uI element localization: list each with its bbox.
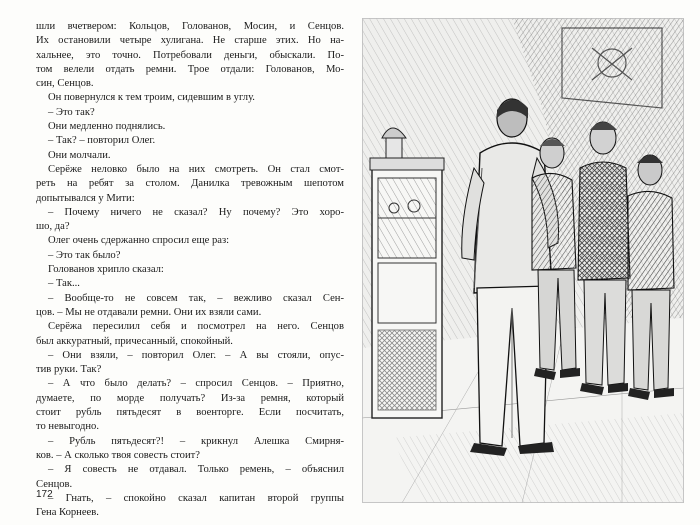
text-line: Они медленно поднялись.: [48, 121, 166, 133]
text-line: Серёже неловко было на них смотреть. Он стал смот-: [48, 163, 344, 175]
text-line: – Рубль пятьдесят?! – крикнул Алешка Смирня-: [48, 435, 344, 447]
text-line: то невыгодно.: [36, 421, 100, 433]
text-line: был аккуратный, причесанный, спокойный.: [36, 335, 233, 347]
text-line: – Я совесть не отдавал. Только ремень, – объяснил: [48, 464, 344, 476]
text-line: – Они взяли, – повторил Олег. – А вы стояли, опус-: [48, 349, 344, 361]
cabinet: [370, 128, 444, 418]
text-line: син, Сенцов.: [36, 78, 94, 90]
text-line: – А что было делать? – спросил Сенцов. – Приятно,: [48, 378, 344, 390]
text-line: допытывался у Мити:: [36, 192, 135, 204]
text-line: том велели отдать ремни. Трое отдали: Голованов, Мо-: [36, 63, 344, 75]
text-line: Гена Корнеев.: [36, 507, 99, 519]
text-line: тив руки. Так?: [36, 364, 102, 376]
text-line: ков. – А сколько твоя совесть стоит?: [36, 449, 200, 461]
text-line: шли вчетвером: Кольцов, Голованов, Мосин, и Сенцов.: [36, 21, 344, 32]
text-line: думаете, по морде получать? Из-за ремня, который: [36, 392, 344, 404]
text-line: стоит рубль пятьдесят в военторге. Если посчитать,: [36, 407, 344, 419]
text-line: Они молчали.: [48, 149, 111, 161]
text-line: Их остановили четыре хулигана. Не старше этих. Но на-: [36, 35, 344, 47]
text-line: – Так? – повторил Олег.: [48, 135, 156, 147]
text-line: Голованов хрипло сказал:: [48, 264, 164, 276]
text-line: хальнее, это точно. Потребовали деньги, обыскали. По-: [36, 49, 344, 61]
text-line: Сенцов.: [36, 478, 73, 490]
text-line: – Вообще-то не совсем так, – вежливо сказал Сен-: [48, 292, 344, 304]
text-line: Олег очень сдержанно спросил еще раз:: [48, 235, 230, 247]
text-line: цов. – Мы не отдавали ремни. Они их взяли сами.: [36, 306, 262, 318]
body-text: [36, 20, 344, 520]
text-line: шо, да?: [36, 221, 70, 233]
text-line: Он повернулся к тем троим, сидевшим в углу.: [48, 92, 255, 104]
page-number: 172: [36, 489, 53, 500]
text-line: – Это так было?: [48, 249, 121, 261]
pencil-sketch-illustration: [362, 18, 684, 503]
text-line: Серёжа пересилил себя и посмотрел на него. Сенцов: [48, 321, 344, 333]
text-line: – Это так?: [48, 106, 95, 118]
text-line: – Гнать, – спокойно сказал капитан второй группы: [48, 492, 344, 504]
text-line: – Почему ничего не сказал? Ну почему? Это хоро-: [48, 206, 344, 218]
text-line: реть на ребят за столом. Данилка тревожным шепотом: [36, 178, 344, 190]
text-line: – Так...: [48, 278, 80, 290]
